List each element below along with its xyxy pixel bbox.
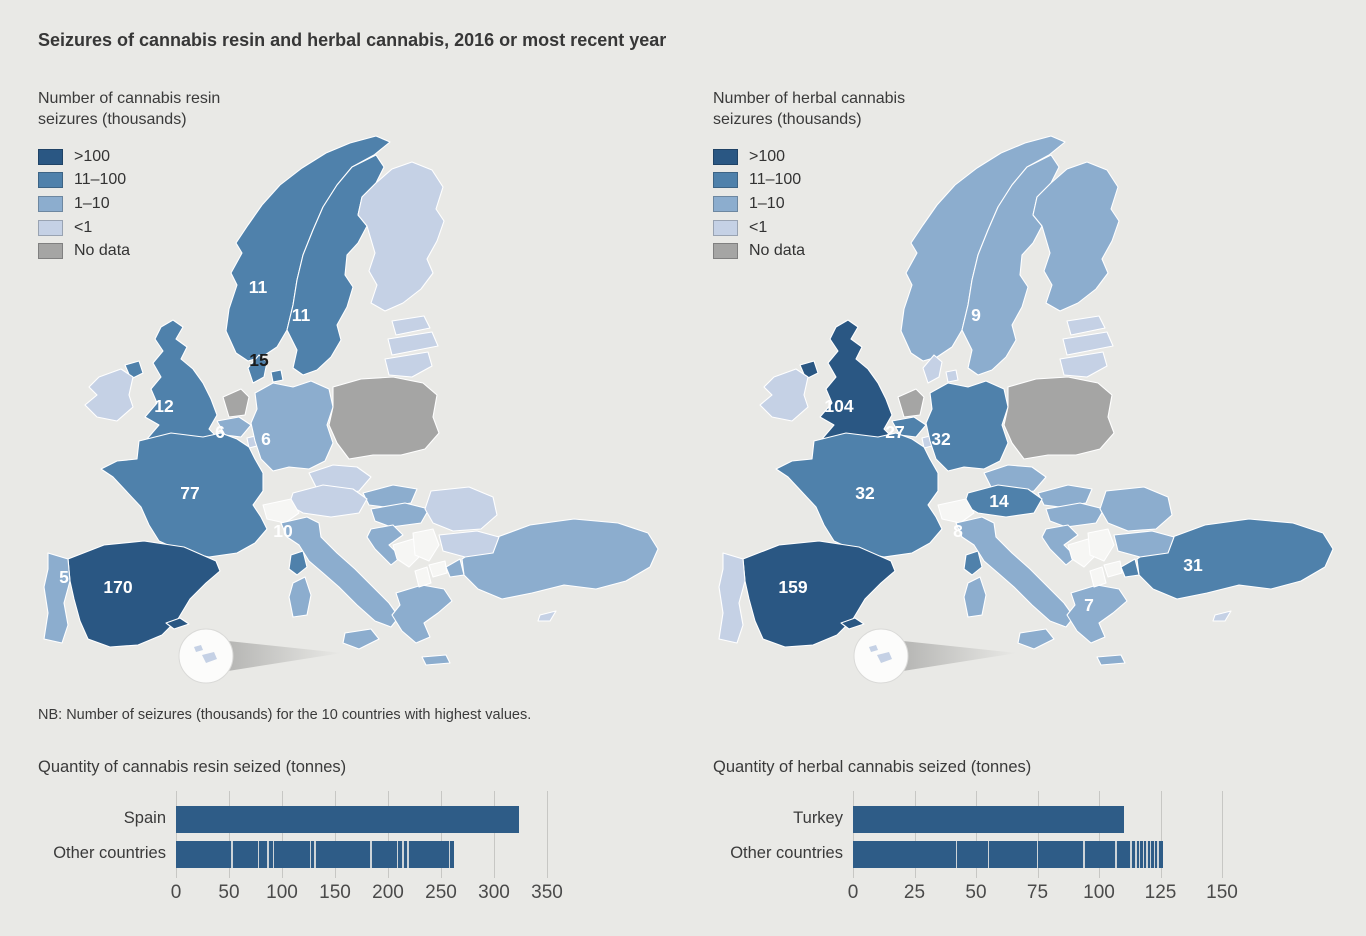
country-EE xyxy=(392,316,430,335)
x-tick-label-150: 150 xyxy=(319,882,351,903)
country-BG xyxy=(1114,531,1174,557)
country-PL xyxy=(1004,377,1114,459)
country-LT xyxy=(1060,352,1107,377)
country-MK xyxy=(1104,561,1122,577)
bar-spain xyxy=(176,806,519,833)
bar-segment-divider xyxy=(370,841,372,868)
map-note: NB: Number of seizures (thousands) for the 10 countries with highest values. xyxy=(38,707,532,723)
map-value-label-DK: 15 xyxy=(249,350,269,370)
herbal-legend-title-line1: Number of herbal cannabis xyxy=(713,90,906,107)
map-value-label-UK: 104 xyxy=(824,396,854,416)
map-value-label-TR: 31 xyxy=(1183,555,1203,575)
map-value-label-DE: 32 xyxy=(931,429,951,449)
x-tick-label-25: 25 xyxy=(903,882,926,903)
malta-inset-callout xyxy=(228,641,342,671)
x-gridline-150 xyxy=(1222,791,1223,878)
herbal-legend-title-line2: seizures (thousands) xyxy=(713,111,862,128)
bar-segment-divider xyxy=(1115,841,1117,868)
country-CY xyxy=(538,611,556,621)
country-MK xyxy=(429,561,447,577)
map-value-label-GR: 7 xyxy=(1084,595,1094,615)
country-TR xyxy=(446,559,464,577)
country-GR xyxy=(422,655,450,665)
bar-segment-divider xyxy=(1083,841,1085,868)
x-tick-label-50: 50 xyxy=(218,882,240,903)
bar-segment-divider xyxy=(956,841,958,868)
x-tick-label-0: 0 xyxy=(170,882,182,903)
country-BG xyxy=(439,531,499,557)
bar-segment-divider xyxy=(267,841,269,868)
country-TR xyxy=(1121,559,1139,577)
bar-other-countries xyxy=(853,841,1163,868)
resin-chart-title: Quantity of cannabis resin seized (tonnes) xyxy=(38,758,347,776)
country-AL xyxy=(1090,567,1106,587)
bar-segment-divider xyxy=(397,841,399,868)
bar-segment-divider xyxy=(231,841,233,868)
bar-segment-divider xyxy=(1139,841,1141,868)
cannabis-resin-map xyxy=(40,125,660,695)
map-value-label-DE: 6 xyxy=(261,429,271,449)
country-IE xyxy=(760,369,808,421)
map-value-label-SE: 9 xyxy=(971,305,981,325)
legend-label: <1 xyxy=(749,218,768,236)
x-tick-label-350: 350 xyxy=(531,882,563,903)
country-GR xyxy=(1097,655,1125,665)
page-title: Seizures of cannabis resin and herbal cannabis, 2016 or most recent year xyxy=(38,30,667,50)
x-tick-label-300: 300 xyxy=(478,882,510,903)
country-DK xyxy=(946,370,958,382)
legend-label: No data xyxy=(749,242,806,260)
bar-segment-divider xyxy=(988,841,990,868)
bar-turkey xyxy=(853,806,1124,833)
x-tick-label-150: 150 xyxy=(1206,882,1238,903)
map-value-label-AT: 14 xyxy=(989,491,1009,511)
bar-segment-divider xyxy=(273,841,275,868)
x-gridline-350 xyxy=(547,791,548,878)
country-DE xyxy=(251,381,333,471)
country-IT xyxy=(289,577,311,617)
bar-segment-divider xyxy=(1150,841,1152,868)
bar-segment-divider xyxy=(310,841,312,868)
legend-label: 1–10 xyxy=(74,194,110,212)
bar-category-label-turkey: Turkey xyxy=(793,809,843,827)
legend-label: 11–100 xyxy=(74,171,127,189)
x-tick-label-250: 250 xyxy=(425,882,457,903)
country-PT xyxy=(719,553,745,643)
bar-segment-divider xyxy=(258,841,260,868)
bar-segment-divider xyxy=(1130,841,1132,868)
country-GR xyxy=(1067,585,1127,643)
bar-segment-divider xyxy=(1146,841,1148,868)
country-FR xyxy=(289,551,307,575)
country-LV xyxy=(1063,332,1113,355)
country-PL xyxy=(329,377,439,459)
bar-segment-divider xyxy=(402,841,404,868)
country-IT xyxy=(1018,629,1054,649)
bar-segment-divider xyxy=(1037,841,1039,868)
x-tick-label-50: 50 xyxy=(965,882,987,903)
x-tick-label-100: 100 xyxy=(266,882,298,903)
legend-label: >100 xyxy=(749,147,786,165)
map-value-label-BE: 27 xyxy=(885,422,905,442)
bar-other-countries xyxy=(176,841,454,868)
bar-segment-divider xyxy=(407,841,409,868)
bar-category-label-other-countries: Other countries xyxy=(53,844,166,862)
country-EE xyxy=(1067,316,1105,335)
herbal-cannabis-map xyxy=(715,125,1335,695)
bar-segment-divider xyxy=(314,841,316,868)
country-CH xyxy=(938,499,974,523)
country-AL xyxy=(415,567,431,587)
x-tick-label-75: 75 xyxy=(1026,882,1049,903)
country-CH xyxy=(263,499,299,523)
country-RO xyxy=(425,487,497,531)
country-LV xyxy=(388,332,438,355)
country-RS xyxy=(413,529,439,561)
country-NL xyxy=(898,389,924,417)
legend-label: <1 xyxy=(74,218,93,236)
map-value-label-UK: 12 xyxy=(154,396,174,416)
bar-category-label-other-countries: Other countries xyxy=(730,844,843,862)
map-value-label-IT: 8 xyxy=(953,521,963,541)
country-FR xyxy=(964,551,982,575)
legend-label: 11–100 xyxy=(749,171,802,189)
country-GR xyxy=(392,585,452,643)
map-value-label-IT: 10 xyxy=(273,521,293,541)
map-value-label-FR: 77 xyxy=(180,483,200,503)
legend-label: >100 xyxy=(74,147,111,165)
map-value-label-PT: 5 xyxy=(59,567,69,587)
map-value-label-FR: 32 xyxy=(855,483,875,503)
country-RS xyxy=(1088,529,1114,561)
country-TR xyxy=(462,519,658,599)
country-DK xyxy=(271,370,283,382)
bar-segment-divider xyxy=(1157,841,1159,868)
resin-legend-title-line1: Number of cannabis resin xyxy=(38,90,221,107)
map-value-label-ES: 170 xyxy=(103,577,133,597)
x-tick-label-200: 200 xyxy=(372,882,404,903)
map-value-label-ES: 159 xyxy=(778,577,808,597)
map-value-label-BE: 6 xyxy=(215,422,225,442)
x-tick-label-0: 0 xyxy=(847,882,859,903)
country-RO xyxy=(1100,487,1172,531)
map-value-label-NO: 11 xyxy=(248,277,268,297)
map-value-label-SE: 11 xyxy=(291,305,311,325)
x-tick-label-100: 100 xyxy=(1083,882,1115,903)
bar-segment-divider xyxy=(1135,841,1137,868)
country-IT xyxy=(343,629,379,649)
country-IE xyxy=(85,369,133,421)
country-DE xyxy=(926,381,1008,471)
malta-inset-callout xyxy=(903,641,1017,671)
herbal-chart-title: Quantity of herbal cannabis seized (tonnes) xyxy=(713,758,1032,776)
bar-category-label-spain: Spain xyxy=(123,809,166,827)
x-gridline-300 xyxy=(494,791,495,878)
country-NL xyxy=(223,389,249,417)
legend-label: No data xyxy=(74,242,131,260)
country-LT xyxy=(385,352,432,377)
x-tick-label-125: 125 xyxy=(1144,882,1177,903)
bar-segment-divider xyxy=(449,841,451,868)
resin-legend-title-line2: seizures (thousands) xyxy=(38,111,187,128)
legend-label: 1–10 xyxy=(749,194,785,212)
country-IT xyxy=(964,577,986,617)
bar-segment-divider xyxy=(1143,841,1145,868)
country-CY xyxy=(1213,611,1231,621)
country-TR xyxy=(1137,519,1333,599)
bar-segment-divider xyxy=(1154,841,1156,868)
